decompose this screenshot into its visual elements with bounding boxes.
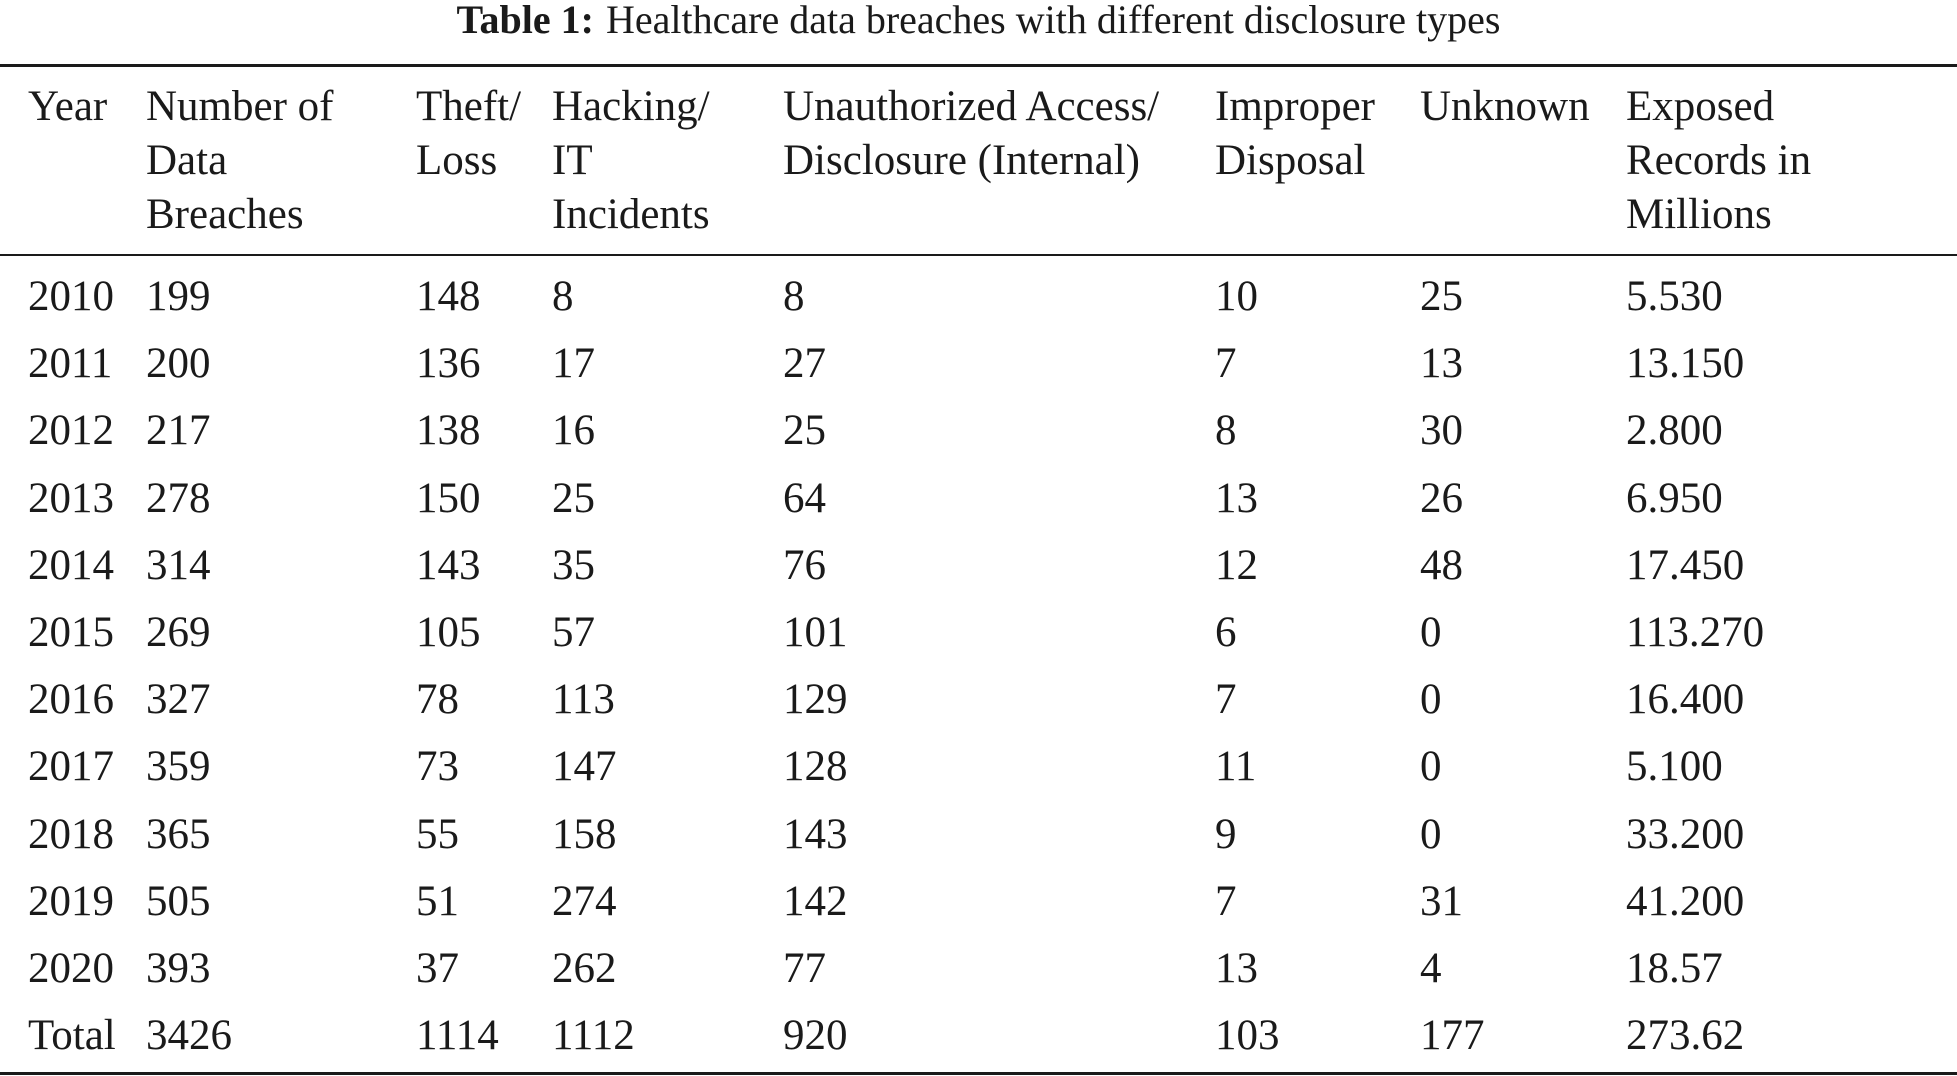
table-cell: 2020 (28, 945, 114, 992)
table-cell: 113 (552, 676, 615, 723)
table-cell: 273.62 (1626, 1012, 1745, 1059)
header-unauthorized-access (783, 80, 1159, 188)
table-cell: 2019 (28, 878, 114, 925)
table-cell: 16.400 (1626, 676, 1745, 723)
table-cell: 148 (416, 273, 481, 320)
table-row (0, 740, 1957, 807)
table-row (0, 942, 1957, 1009)
header-rule (0, 254, 1957, 256)
table-cell: 51 (416, 878, 459, 925)
table-cell: 8 (1215, 407, 1237, 454)
table-cell: 2010 (28, 273, 114, 320)
table-cell: 1114 (416, 1012, 499, 1059)
table-cell: 920 (783, 1012, 848, 1059)
table-cell: 57 (552, 609, 595, 656)
table-cell: 26 (1420, 475, 1463, 522)
table-cell: 3426 (146, 1012, 232, 1059)
table-cell: 147 (552, 743, 617, 790)
table-cell: 17 (552, 340, 595, 387)
header-line: Improper (1215, 83, 1375, 130)
table-cell: 177 (1420, 1012, 1485, 1059)
table-cell: 9 (1215, 811, 1237, 858)
table-cell: 25 (783, 407, 826, 454)
table-cell: 7 (1215, 340, 1237, 387)
table-cell: 393 (146, 945, 211, 992)
table-cell: 2012 (28, 407, 114, 454)
table-cell: 128 (783, 743, 848, 790)
header-line: Breaches (146, 191, 304, 238)
table-cell: 199 (146, 273, 211, 320)
table-row (0, 404, 1957, 471)
table-cell: 158 (552, 811, 617, 858)
table-cell: 17.450 (1626, 542, 1745, 589)
table-caption (0, 0, 1957, 40)
table-cell: 2015 (28, 609, 114, 656)
table-cell: 2018 (28, 811, 114, 858)
table-cell: 6 (1215, 609, 1237, 656)
table-cell: 25 (552, 475, 595, 522)
table-row (0, 539, 1957, 606)
header-line: Unknown (1420, 83, 1590, 130)
header-year (28, 80, 107, 134)
table-cell: 8 (783, 273, 805, 320)
table-cell: 41.200 (1626, 878, 1745, 925)
table-cell: 11 (1215, 743, 1257, 790)
table-row (0, 673, 1957, 740)
table-cell: 4 (1420, 945, 1442, 992)
header-exposed-records (1626, 80, 1811, 242)
table-cell: 142 (783, 878, 848, 925)
table-cell: 33.200 (1626, 811, 1745, 858)
table-caption-label: Table 1: (456, 0, 594, 42)
table-cell: 278 (146, 475, 211, 522)
table-cell: 48 (1420, 542, 1463, 589)
table-cell: 150 (416, 475, 481, 522)
table-cell: 0 (1420, 676, 1442, 723)
table-cell: 78 (416, 676, 459, 723)
table-cell: 138 (416, 407, 481, 454)
header-line: Millions (1626, 191, 1772, 238)
header-line: Exposed (1626, 83, 1775, 130)
table-cell: 6.950 (1626, 475, 1723, 522)
table-cell: 76 (783, 542, 826, 589)
table-cell: 2013 (28, 475, 114, 522)
table-cell: 16 (552, 407, 595, 454)
table-cell: 113.270 (1626, 609, 1765, 656)
top-rule (0, 64, 1957, 67)
table-cell: 30 (1420, 407, 1463, 454)
header-line: Disclosure (Internal) (783, 137, 1140, 184)
table-cell: 101 (783, 609, 848, 656)
table-cell: 314 (146, 542, 211, 589)
table-row (0, 337, 1957, 404)
table-cell: 7 (1215, 878, 1237, 925)
table-cell: 13 (1215, 945, 1258, 992)
table-cell: 35 (552, 542, 595, 589)
table-cell: 8 (552, 273, 574, 320)
table-cell: 505 (146, 878, 211, 925)
table-cell: 2016 (28, 676, 114, 723)
header-line: Hacking/ (552, 83, 710, 130)
header-unknown (1420, 80, 1590, 134)
table-header-row (0, 80, 1957, 250)
table-cell: 200 (146, 340, 211, 387)
table-cell: 143 (783, 811, 848, 858)
header-line: Theft/ (416, 83, 522, 130)
table-cell: 103 (1215, 1012, 1280, 1059)
table-cell: 1112 (552, 1012, 635, 1059)
table-cell: 18.57 (1626, 945, 1723, 992)
table-row (0, 875, 1957, 942)
table-cell: 5.100 (1626, 743, 1723, 790)
header-line: Disposal (1215, 137, 1366, 184)
table-cell: 12 (1215, 542, 1258, 589)
table-total-row (0, 1009, 1957, 1076)
table-cell: 77 (783, 945, 826, 992)
table-cell: 0 (1420, 811, 1442, 858)
header-hacking-it-incidents (552, 80, 710, 242)
table-cell: 7 (1215, 676, 1237, 723)
header-improper-disposal (1215, 80, 1375, 188)
table-cell: 274 (552, 878, 617, 925)
table-cell: 269 (146, 609, 211, 656)
table-cell: 2.800 (1626, 407, 1723, 454)
table-cell: 0 (1420, 609, 1442, 656)
bottom-rule (0, 1072, 1957, 1075)
table-cell: 143 (416, 542, 481, 589)
table-row (0, 270, 1957, 337)
table-cell: 5.530 (1626, 273, 1723, 320)
table-cell: 73 (416, 743, 459, 790)
table-cell: 327 (146, 676, 211, 723)
table-caption-text: Healthcare data breaches with different disclosure types (606, 0, 1501, 42)
header-line: IT (552, 137, 593, 184)
table-cell: 13.150 (1626, 340, 1745, 387)
header-line: Data (146, 137, 228, 184)
table-cell: 64 (783, 475, 826, 522)
table-row (0, 472, 1957, 539)
table-cell: 55 (416, 811, 459, 858)
header-year-line: Year (28, 83, 108, 130)
table-cell: 27 (783, 340, 826, 387)
table-cell: 262 (552, 945, 617, 992)
table-cell: 25 (1420, 273, 1463, 320)
table-cell: 2017 (28, 743, 114, 790)
table-cell: 365 (146, 811, 211, 858)
header-line: Number of (146, 83, 334, 130)
table-row (0, 606, 1957, 673)
table-cell: 13 (1215, 475, 1258, 522)
table-cell: 136 (416, 340, 481, 387)
table-cell: 129 (783, 676, 848, 723)
table-cell: Total (28, 1012, 116, 1059)
header-line: Unauthorized Access/ (783, 83, 1160, 130)
table-cell: 2011 (28, 340, 113, 387)
header-line: Loss (416, 137, 498, 184)
table-cell: 0 (1420, 743, 1442, 790)
header-line: Records in (1626, 137, 1812, 184)
table-cell: 105 (416, 609, 481, 656)
table-cell: 217 (146, 407, 211, 454)
table-cell: 359 (146, 743, 211, 790)
header-number-of-data-breaches (146, 80, 333, 242)
table-cell: 2014 (28, 542, 114, 589)
table-row (0, 808, 1957, 875)
header-theft-loss (416, 80, 521, 188)
table-cell: 10 (1215, 273, 1258, 320)
table-cell: 37 (416, 945, 459, 992)
header-line: Incidents (552, 191, 710, 238)
table-cell: 13 (1420, 340, 1463, 387)
table-cell: 31 (1420, 878, 1463, 925)
